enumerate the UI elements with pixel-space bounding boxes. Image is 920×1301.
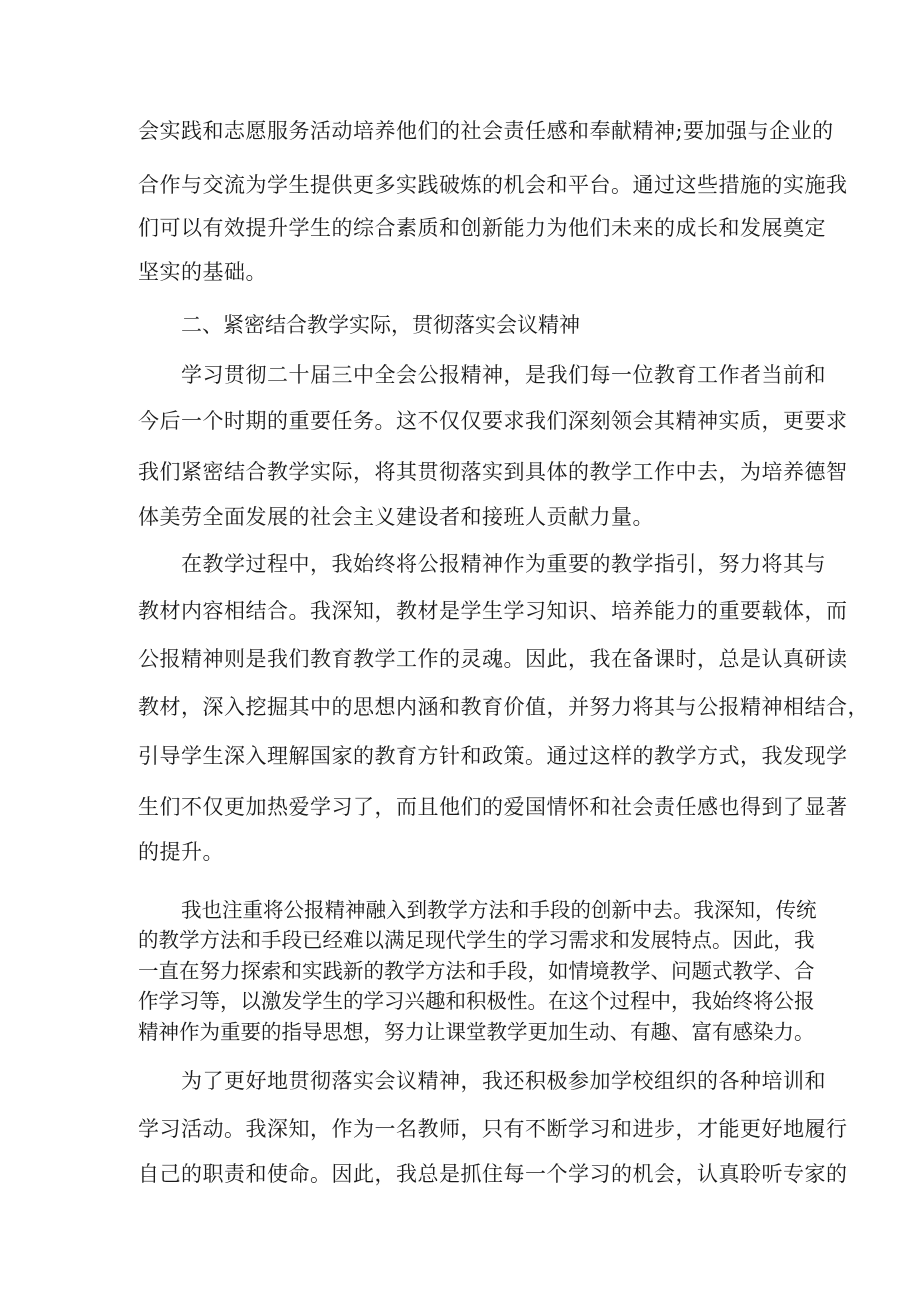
para3-line-1: 在教学过程中，我始终将公报精神作为重要的教学指引，努力将其与 bbox=[181, 552, 826, 576]
para3-line-2: 教材内容相结合。我深知，教材是学生学习知识、培养能力的重要载体，而 bbox=[138, 599, 848, 623]
para4-line-4: 作学习等，以激发学生的学习兴趣和积极性。在这个过程中，我始终将公报 bbox=[138, 989, 815, 1013]
para4-line-5: 精神作为重要的指导思想，努力让课堂教学更加生动、有趣、富有感染力。 bbox=[138, 1020, 815, 1044]
para4-line-3: 一直在努力探索和实践新的教学方法和手段，如情境教学、问题式教学、合 bbox=[138, 959, 815, 983]
para1-line-1: 会实践和志愿服务活动培养他们的社会责任感和奉献精神;要加强与企业的 bbox=[138, 119, 834, 143]
para4-line-2: 的教学方法和手段已经难以满足现代学生的学习需求和发展特点。因此，我 bbox=[138, 928, 815, 952]
para5-line-2: 学习活动。我深知，作为一名教师，只有不断学习和进步，才能更好地履行 bbox=[138, 1117, 848, 1141]
para1-line-4: 坚实的基础。 bbox=[138, 260, 267, 284]
para3-line-4: 教材，深入挖掘其中的思想内涵和教育价值，并努力将其与公报精神相结合， bbox=[138, 695, 869, 719]
section-heading: 二、紧密结合教学实际，贯彻落实会议精神 bbox=[181, 313, 580, 337]
para3-line-3: 公报精神则是我们教育教学工作的灵魂。因此，我在备课时，总是认真研读 bbox=[138, 647, 848, 671]
para1-line-2: 合作与交流为学生提供更多实践破炼的机会和平台。通过这些措施的实施我 bbox=[138, 173, 848, 197]
para2-line-3: 我们紧密结合教学实际，将其贯彻落实到具体的教学工作中去，为培养德智 bbox=[138, 460, 848, 484]
para2-line-2: 今后一个时期的重要任务。这不仅仅要求我们深刻领会其精神实质，更要求 bbox=[138, 409, 848, 433]
para3-line-6: 生们不仅更加热爱学习了，而且他们的爱国情怀和社会责任感也得到了显著 bbox=[138, 795, 848, 819]
para2-line-4: 体美劳全面发展的社会主义建设者和接班人贡献力量。 bbox=[138, 505, 654, 529]
para5-line-3: 自己的职责和使命。因此，我总是抓住每一个学习的机会，认真聆听专家的 bbox=[138, 1162, 848, 1186]
para4-line-1: 我也注重将公报精神融入到教学方法和手段的创新中去。我深知，传统 bbox=[181, 898, 817, 922]
para1-line-3: 们可以有效提升学生的综合素质和创新能力为他们未来的成长和发展奠定 bbox=[138, 216, 826, 240]
para2-line-1: 学习贯彻二十届三中全会公报精神，是我们每一位教育工作者当前和 bbox=[181, 363, 826, 387]
para3-line-7: 的提升。 bbox=[138, 840, 224, 864]
para5-line-1: 为了更好地贯彻落实会议精神，我还积极参加学校组织的各种培训和 bbox=[181, 1069, 826, 1093]
para3-line-5: 引导学生深入理解国家的教育方针和政策。通过这样的教学方式，我发现学 bbox=[138, 744, 848, 768]
